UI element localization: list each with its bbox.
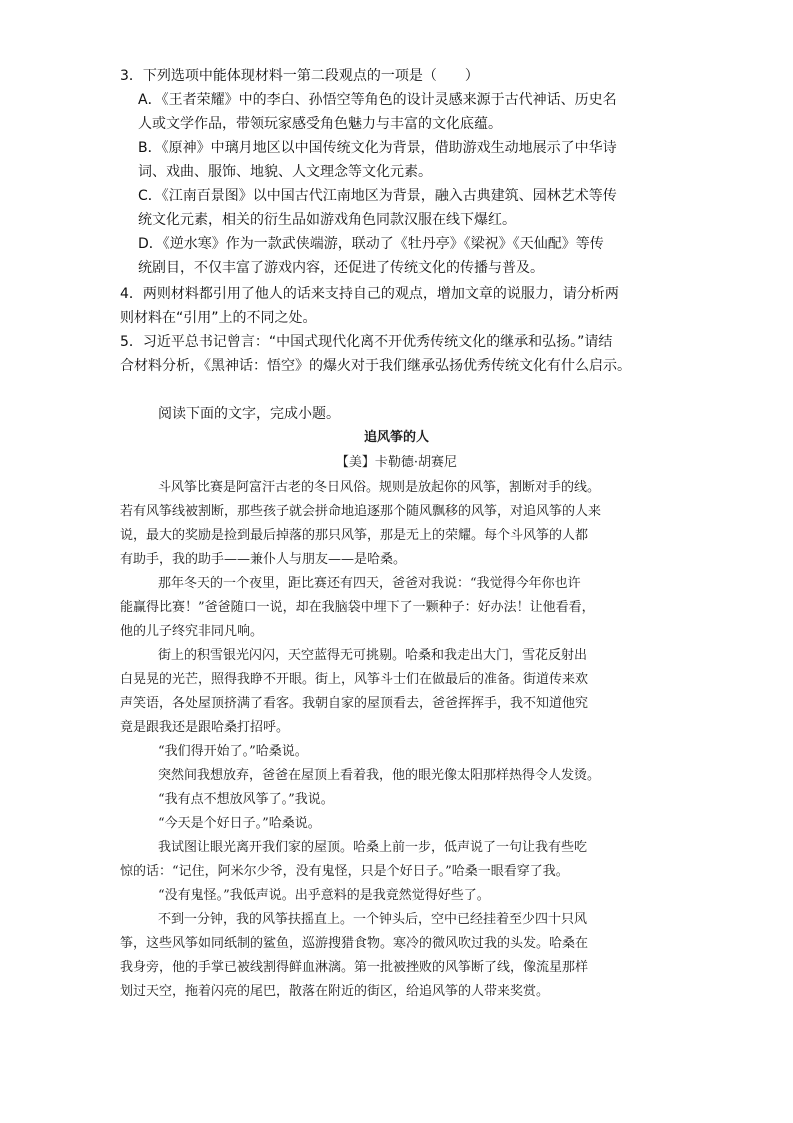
story-line: 筝，这些风筝如同纸制的鲨鱼，巡游搜猎食物。寒冷的微风吹过我的头发。哈桑在 — [120, 936, 589, 951]
story-line: 街上的积雪银光闪闪，天空蓝得无可挑剔。哈桑和我走出大门，雪花反射出 — [158, 648, 588, 663]
story-line: 他的儿子终究非同凡响。 — [120, 624, 264, 639]
question-4-stem-cont: 则材料在“引用”上的不同之处。 — [120, 310, 317, 326]
question-3-option-d-cont: 统剧目，不仅丰富了游戏内容，还促进了传统文化的传播与普及。 — [138, 260, 544, 276]
question-3-option-b-cont: 词、戏曲、服饰、地貌、人文理念等文化元素。 — [138, 164, 432, 180]
story-line: 说，最大的奖励是捡到最后掉落的那只风筝，那是无上的荣耀。每个斗风筝的人都 — [120, 528, 589, 543]
question-3-option-b: B．《原神》中璃月地区以中国传统文化为背景，借助游戏生动地展示了中华诗 — [138, 140, 617, 156]
story-line: 有助手，我的助手——兼仆人与朋友——是哈桑。 — [120, 552, 407, 567]
question-3-option-d: D．《逆水寒》作为一款武侠端游，联动了《牡丹亭》《梁祝》《天仙配》等传 — [138, 236, 604, 252]
story-line: 突然间我想放弃，爸爸在屋顶上看着我，他的眼光像太阳那样热得令人发烫。 — [158, 768, 601, 783]
reading-instruction: 阅读下面的文字，完成小题。 — [158, 406, 340, 422]
story-line: 划过天空，拖着闪亮的尾巴，散落在附近的街区，给追风筝的人带来奖赏。 — [120, 984, 550, 999]
story-line: 那年冬天的一个夜里，距比赛还有四天，爸爸对我说：“我觉得今年你也许 — [158, 576, 581, 591]
question-5-stem-cont: 合材料分析，《黑神话：悟空》的爆火对于我们继承弘扬优秀传统文化有什么启示。 — [120, 358, 631, 374]
story-line: “今天是个好日子。”哈桑说。 — [158, 816, 321, 831]
story-line: 我身旁，他的手掌已被线割得鲜血淋漓。第一批被挫败的风筝断了线，像流星那样 — [120, 960, 589, 975]
story-line: 不到一分钟，我的风筝扶摇直上。一个钟头后，空中已经挂着至少四十只风 — [158, 912, 588, 927]
story-title: 追风筝的人 — [363, 430, 429, 445]
story-line: 惊的话：“记住，阿米尔少爷，没有鬼怪，只是个好日子。”哈桑一眼看穿了我。 — [120, 864, 569, 879]
question-3-option-a-cont: 人或文学作品，带领玩家感受角色魅力与丰富的文化底蕴。 — [138, 116, 502, 132]
story-line: “我们得开始了。”哈桑说。 — [158, 744, 308, 759]
story-line: “没有鬼怪。”我低声说。出乎意料的是我竟然觉得好些了。 — [158, 888, 490, 903]
question-3-option-c-cont: 统文化元素，相关的衍生品如游戏角色同款汉服在线下爆红。 — [138, 212, 516, 228]
story-author: 【美】卡勒德·胡赛尼 — [335, 455, 458, 470]
story-line: 声笑语，各处屋顶挤满了看客。我朝自家的屋顶看去，爸爸挥挥手，我不知道他究 — [120, 696, 589, 711]
question-3-stem: 3．下列选项中能体现材料一第二段观点的一项是（ ） — [120, 68, 479, 84]
question-4-stem: 4．两则材料都引用了他人的话来支持自己的观点，增加文章的说服力，请分析两 — [120, 286, 619, 302]
question-3-option-c: C．《江南百景图》以中国古代江南地区为背景，融入古典建筑、园林艺术等传 — [138, 188, 617, 204]
story-line: 若有风筝线被割断，那些孩子就会拼命地追逐那个随风飘移的风筝，对追风筝的人来 — [120, 504, 602, 519]
story-line: 我试图让眼光离开我们家的屋顶。哈桑上前一步，低声说了一句让我有些吃 — [158, 840, 588, 855]
question-5-stem: 5．习近平总书记曾言：“中国式现代化离不开优秀传统文化的继承和弘扬。”请结 — [120, 334, 613, 350]
story-line: 能赢得比赛！”爸爸随口一说，却在我脑袋中埋下了一颗种子：好办法！让他看看， — [120, 600, 595, 615]
question-3-option-a: A．《王者荣耀》中的李白、孙悟空等角色的设计灵感来源于古代神话、历史名 — [138, 92, 617, 108]
story-line: “我有点不想放风筝了。”我说。 — [158, 792, 334, 807]
story-line: 斗风筝比赛是阿富汗古老的冬日风俗。规则是放起你的风筝，割断对手的线。 — [158, 480, 601, 495]
story-line: 白晃晃的光芒，照得我睁不开眼。街上，风筝斗士们在做最后的准备。街道传来欢 — [120, 672, 589, 687]
story-line: 竟是跟我还是跟哈桑打招呼。 — [120, 720, 290, 735]
